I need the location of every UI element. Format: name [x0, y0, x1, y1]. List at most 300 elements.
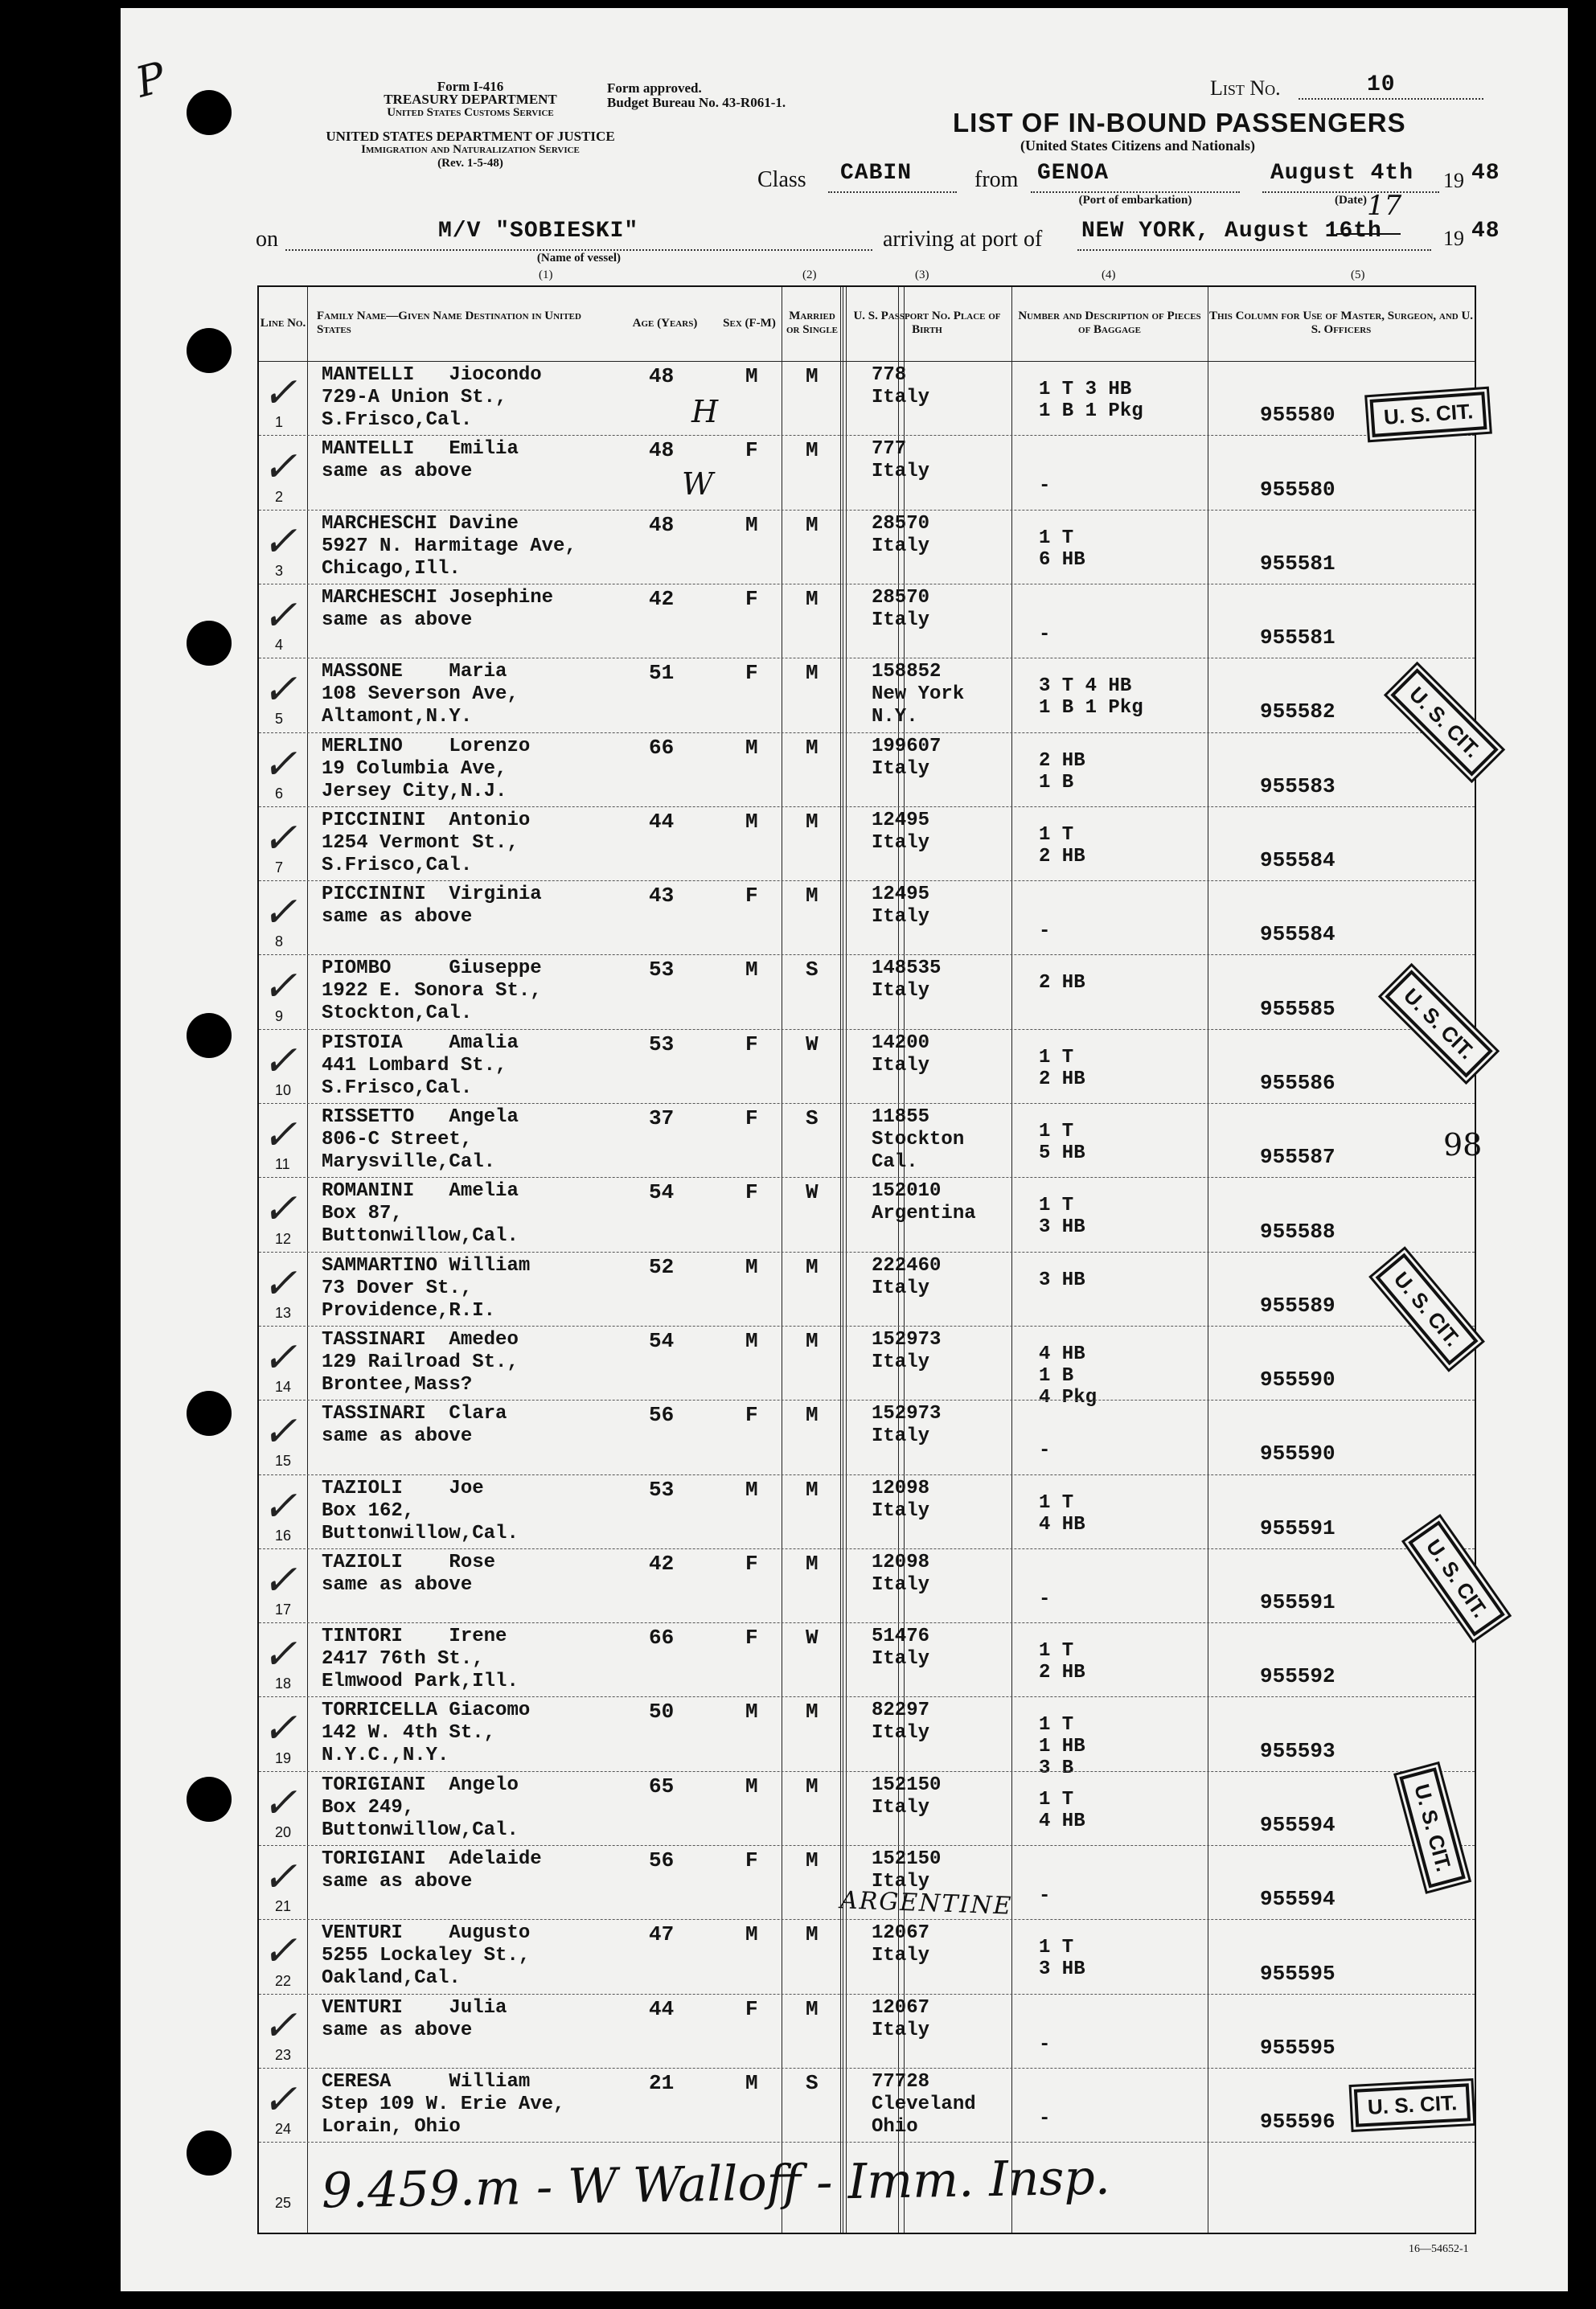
line-number: 14	[275, 1379, 292, 1396]
col-num-5: (5)	[1351, 269, 1365, 281]
sex: M	[745, 364, 758, 388]
sex: F	[745, 586, 758, 611]
baggage: -	[1039, 1440, 1051, 1462]
customs-service: United States Customs Service	[387, 106, 554, 119]
line-number: 5	[275, 711, 284, 728]
baggage: -	[1039, 921, 1051, 943]
officer-number: 955582	[1260, 699, 1335, 724]
table-row	[259, 880, 1475, 954]
line-number: 10	[275, 1081, 292, 1098]
sex: F	[745, 1848, 758, 1872]
treasury-dept: TREASURY DEPARTMENT	[384, 92, 557, 107]
marital-status: M	[806, 1922, 819, 1947]
passport-birthplace: 12067 Italy	[872, 1922, 930, 1967]
check-mark: ✓	[262, 2001, 297, 2050]
table-row	[259, 1771, 1475, 1845]
table-row	[259, 1919, 1475, 1993]
baggage: 1 T 2 HB	[1039, 1640, 1085, 1684]
line-number: 15	[275, 1453, 292, 1470]
check-mark: ✓	[262, 369, 297, 417]
age: 48	[649, 512, 675, 537]
check-mark: ✓	[262, 2075, 297, 2124]
passenger-table	[257, 285, 1476, 2234]
table-row	[259, 2068, 1475, 2142]
marital-status: M	[806, 364, 819, 388]
sex: M	[745, 735, 758, 760]
age: 53	[649, 1477, 675, 1502]
sex: F	[745, 884, 758, 908]
age: 65	[649, 1774, 675, 1798]
col-married: Married or Single	[786, 310, 839, 336]
officer-number: 955590	[1260, 1368, 1335, 1392]
line-number: 7	[275, 859, 284, 876]
passenger-name-address: RISSETTO Angela 806-C Street, Marysville,Cal.	[322, 1106, 519, 1173]
arrival-port: NEW YORK, August 16th	[1081, 219, 1382, 244]
passport-birthplace: 199607 Italy	[872, 735, 942, 780]
passenger-name-address: TASSINARI Amedeo 129 Railroad St., Brontee,Mass?	[322, 1328, 519, 1396]
binder-hole	[187, 1013, 232, 1058]
check-mark: ✓	[262, 1630, 297, 1679]
justice-dept: UNITED STATES DEPARTMENT OF JUSTICE	[326, 129, 615, 144]
table-row	[259, 1252, 1475, 1326]
passport-birthplace: 77728 Cleveland Ohio	[872, 2070, 976, 2138]
baggage: 1 T 3 HB 1 B 1 Pkg	[1039, 379, 1143, 422]
sex: M	[745, 1922, 758, 1947]
col-age: Age (Years)	[632, 316, 698, 330]
passport-birthplace: 152973 Italy	[872, 1328, 942, 1373]
officer-number: 955587	[1260, 1145, 1335, 1170]
marital-status: W	[806, 1031, 819, 1056]
sex: M	[745, 1477, 758, 1502]
col-passport: U. S. Passport No. Place of Birth	[853, 310, 1001, 336]
table-row	[259, 732, 1475, 806]
table-row	[259, 806, 1475, 880]
year-prefix: 19	[1443, 169, 1464, 192]
us-citizen-stamp: U. S. CIT.	[1354, 2083, 1471, 2126]
budget-bureau: Budget Bureau No. 43-R061-1.	[607, 95, 786, 110]
passenger-name-address: ROMANINI Amelia Box 87, Buttonwillow,Cal.	[322, 1180, 519, 1248]
inspector-signature: 9.459.m - W Walloff - Imm. Insp.	[321, 2149, 1111, 2220]
handwritten-h: H	[691, 394, 719, 429]
line-number: 3	[275, 562, 284, 579]
marital-status: W	[806, 1180, 819, 1205]
passenger-name-address: PICCININI Virginia same as above	[322, 884, 542, 929]
marital-status: M	[806, 809, 819, 834]
passenger-name-address: TASSINARI Clara same as above	[322, 1403, 507, 1448]
officer-number: 955591	[1260, 1515, 1335, 1540]
age: 51	[649, 661, 675, 686]
port-caption: (Port of embarkation)	[1078, 194, 1192, 207]
baggage: 3 HB	[1039, 1269, 1085, 1291]
form-subtitle: (United States Citizens and Nationals)	[1020, 137, 1255, 154]
officer-number: 955594	[1260, 1887, 1335, 1912]
age: 44	[649, 1996, 675, 2021]
class-value: CABIN	[840, 161, 913, 186]
officer-number: 955596	[1260, 2110, 1335, 2135]
line-number: 16	[275, 1527, 292, 1544]
marital-status: M	[806, 1774, 819, 1798]
passenger-name-address: MARCHESCHI Davine 5927 N. Harmitage Ave, Chicago,Ill.	[322, 512, 576, 580]
line-number: 18	[275, 1675, 292, 1692]
check-mark: ✓	[262, 1259, 297, 1308]
check-mark: ✓	[262, 1036, 297, 1085]
passport-birthplace: 12495 Italy	[872, 884, 930, 929]
form-number: Form I-416	[437, 79, 504, 94]
departure-year: 48	[1471, 161, 1500, 186]
baggage: -	[1039, 623, 1051, 646]
marital-status: M	[806, 586, 819, 611]
passport-birthplace: 51476 Italy	[872, 1626, 930, 1671]
us-citizen-stamp: U. S. CIT.	[1399, 1767, 1465, 1889]
check-mark: ✓	[262, 888, 297, 937]
check-mark: ✓	[262, 814, 297, 863]
table-row	[259, 1474, 1475, 1548]
from-value: GENOA	[1037, 161, 1110, 186]
sex: M	[745, 958, 758, 982]
sex: M	[745, 809, 758, 834]
sex: M	[745, 2070, 758, 2095]
officer-number: 955592	[1260, 1664, 1335, 1689]
officer-number: 955594	[1260, 1812, 1335, 1837]
ins-service: Immigration and Naturalization Service	[361, 143, 580, 156]
passport-birthplace: 12067 Italy	[872, 1996, 930, 2041]
col-num-3: (3)	[915, 269, 929, 281]
marital-status: M	[806, 438, 819, 463]
passenger-name-address: TAZIOLI Joe Box 162, Buttonwillow,Cal.	[322, 1477, 519, 1544]
check-mark: ✓	[262, 517, 297, 566]
age: 48	[649, 364, 675, 388]
handwritten-98: 98	[1443, 1127, 1483, 1163]
age: 43	[649, 884, 675, 908]
officer-number: 955593	[1260, 1738, 1335, 1763]
baggage: 1 T 3 HB	[1039, 1195, 1085, 1239]
sex: M	[745, 1774, 758, 1798]
col-line-no: Line No.	[260, 316, 306, 330]
passport-birthplace: 152150 Italy	[872, 1774, 942, 1819]
marital-status: M	[806, 1848, 819, 1872]
date-caption: (Date)	[1335, 194, 1367, 207]
form-code: 16—54652-1	[1409, 2243, 1469, 2255]
binder-hole	[187, 90, 232, 135]
check-mark: ✓	[262, 591, 297, 640]
marital-status: M	[806, 1254, 819, 1279]
baggage: -	[1039, 475, 1051, 498]
officer-number: 955580	[1260, 403, 1335, 428]
age: 47	[649, 1922, 675, 1947]
line-number: 20	[275, 1823, 292, 1840]
check-mark: ✓	[262, 1408, 297, 1457]
check-mark: ✓	[262, 1185, 297, 1234]
passport-birthplace: 11855 Stockton Cal.	[872, 1106, 965, 1173]
handwritten-argentine: ARGENTINE	[839, 1886, 1013, 1921]
table-row	[259, 1326, 1475, 1409]
table-row	[259, 1103, 1475, 1177]
baggage: 2 HB 1 B	[1039, 749, 1085, 794]
officer-number: 955590	[1260, 1442, 1335, 1466]
table-row	[259, 584, 1475, 658]
handwritten-w: W	[682, 466, 714, 502]
age: 50	[649, 1700, 675, 1725]
binder-hole	[187, 328, 232, 373]
line-number: 1	[275, 414, 284, 431]
line-number: 9	[275, 1007, 284, 1024]
passenger-name-address: VENTURI Augusto 5255 Lockaley St., Oakland,Cal.	[322, 1922, 531, 1990]
us-citizen-stamp: U. S. CIT.	[1370, 392, 1487, 437]
table-row	[259, 361, 1475, 435]
officer-number: 955588	[1260, 1219, 1335, 1244]
marital-status: M	[806, 735, 819, 760]
marital-status: M	[806, 1700, 819, 1725]
line-number: 11	[275, 1156, 290, 1173]
line-number: 21	[275, 1898, 292, 1915]
col-num-4: (4)	[1102, 269, 1116, 281]
baggage: -	[1039, 2107, 1051, 2130]
officer-number: 955585	[1260, 996, 1335, 1021]
passport-birthplace: 158852 New York N.Y.	[872, 661, 965, 728]
age: 48	[649, 438, 675, 463]
officer-number: 955584	[1260, 922, 1335, 947]
passport-birthplace: 82297 Italy	[872, 1700, 930, 1745]
passenger-name-address: CERESA William Step 109 W. Erie Ave, Lorain, Ohio	[322, 2070, 565, 2138]
table-row	[259, 1029, 1475, 1103]
passport-birthplace: 14200 Italy	[872, 1031, 930, 1077]
line-number: 6	[275, 785, 284, 802]
officer-number: 955595	[1260, 2035, 1335, 2060]
age: 54	[649, 1328, 675, 1353]
passenger-name-address: TAZIOLI Rose same as above	[322, 1551, 496, 1596]
marital-status: W	[806, 1626, 819, 1651]
marital-status: M	[806, 1996, 819, 2021]
line-number: 17	[275, 1602, 292, 1618]
col-num-1: (1)	[539, 269, 553, 281]
officer-number: 955581	[1260, 625, 1335, 650]
check-mark: ✓	[262, 666, 297, 715]
passport-birthplace: 148535 Italy	[872, 958, 942, 1003]
table-row	[259, 658, 1475, 732]
arrival-date-correction: 17	[1367, 190, 1402, 222]
check-mark: ✓	[262, 740, 297, 789]
check-mark: ✓	[262, 962, 297, 1011]
baggage: 1 T 6 HB	[1039, 527, 1085, 571]
officer-number: 955580	[1260, 477, 1335, 502]
check-mark: ✓	[262, 1778, 297, 1827]
sex: F	[745, 1106, 758, 1130]
table-row	[259, 954, 1475, 1028]
passenger-name-address: MANTELLI Emilia same as above	[322, 438, 519, 483]
age: 21	[649, 2070, 675, 2095]
sex: F	[745, 661, 758, 686]
sex: F	[745, 438, 758, 463]
form-approved: Form approved.	[607, 80, 702, 96]
passenger-name-address: TORRICELLA Giacomo 142 W. 4th St., N.Y.C.,N.Y.	[322, 1700, 531, 1767]
baggage: -	[1039, 2033, 1051, 2056]
age: 53	[649, 1031, 675, 1056]
binder-hole	[187, 1391, 232, 1436]
baggage: 1 T 2 HB	[1039, 1046, 1085, 1090]
passenger-name-address: PIOMBO Giuseppe 1922 E. Sonora St., Stockton,Cal.	[322, 958, 542, 1025]
table-row	[259, 1622, 1475, 1696]
passport-birthplace: 152010 Argentina	[872, 1180, 976, 1225]
marital-status: S	[806, 2070, 819, 2095]
year-prefix-2: 19	[1443, 227, 1464, 250]
marital-status: M	[806, 1477, 819, 1502]
age: 56	[649, 1848, 675, 1872]
from-label: from	[974, 167, 1019, 192]
baggage: 4 HB 1 B 4 Pkg	[1039, 1343, 1098, 1409]
baggage: 1 T 3 HB	[1039, 1937, 1085, 1981]
officer-number: 955595	[1260, 1961, 1335, 1986]
corner-mark: P	[130, 53, 171, 108]
col-officers: This Column for Use of Master, Surgeon, and U. S. Officers	[1208, 310, 1474, 336]
table-row	[259, 1177, 1475, 1251]
on-label: on	[256, 227, 278, 252]
baggage: 1 T 4 HB	[1039, 1491, 1085, 1536]
passenger-name-address: MERLINO Lorenzo 19 Columbia Ave, Jersey City,N.J.	[322, 735, 531, 802]
line-number: 19	[275, 1749, 292, 1766]
age: 66	[649, 735, 675, 760]
col-baggage: Number and Description of Pieces of Baggage	[1018, 310, 1201, 336]
baggage: 1 T 5 HB	[1039, 1121, 1085, 1164]
binder-hole	[187, 1777, 232, 1822]
vessel-caption: (Name of vessel)	[536, 252, 622, 265]
age: 66	[649, 1626, 675, 1651]
age: 42	[649, 586, 675, 611]
passenger-name-address: PICCININI Antonio 1254 Vermont St., S.Frisco,Cal.	[322, 809, 531, 876]
passport-birthplace: 28570 Italy	[872, 586, 930, 631]
line-number: 25	[275, 2195, 292, 2212]
passenger-name-address: SAMMARTINO William 73 Dover St., Providence,R.I.	[322, 1254, 531, 1322]
check-mark: ✓	[262, 1704, 297, 1753]
table-row	[259, 1400, 1475, 1474]
marital-status: S	[806, 958, 819, 982]
col-num-2: (2)	[802, 269, 817, 281]
marital-status: M	[806, 884, 819, 908]
age: 52	[649, 1254, 675, 1279]
passenger-name-address: TINTORI Irene 2417 76th St., Elmwood Park,Ill.	[322, 1626, 519, 1693]
marital-status: M	[806, 661, 819, 686]
passenger-name-address: VENTURI Julia same as above	[322, 1996, 507, 2041]
baggage: 2 HB	[1039, 972, 1085, 995]
arriving-label: arriving at port of	[883, 227, 1043, 252]
sex: F	[745, 1031, 758, 1056]
passenger-name-address: MANTELLI Jiocondo 729-A Union St., S.Frisco,Cal.	[322, 364, 542, 431]
marital-status: M	[806, 1403, 819, 1428]
passenger-name-address: TORIGIANI Angelo Box 249, Buttonwillow,Cal.	[322, 1774, 519, 1841]
passenger-name-address: MARCHESCHI Josephine same as above	[322, 586, 554, 631]
marital-status: M	[806, 1551, 819, 1576]
us-citizen-stamp: U. S. CIT.	[1385, 970, 1493, 1078]
table-row	[259, 1696, 1475, 1780]
baggage: 1 T 2 HB	[1039, 823, 1085, 867]
passport-birthplace: 778 Italy	[872, 364, 930, 408]
table-row	[259, 1994, 1475, 2068]
sex: M	[745, 1328, 758, 1353]
sex: F	[745, 1626, 758, 1651]
table-row	[259, 435, 1475, 509]
age: 53	[649, 958, 675, 982]
form-title: LIST OF IN-BOUND PASSENGERS	[953, 108, 1406, 137]
sex: F	[745, 1551, 758, 1576]
passport-birthplace: 12098 Italy	[872, 1477, 930, 1522]
check-mark: ✓	[262, 1111, 297, 1159]
baggage: -	[1039, 1588, 1051, 1610]
baggage: 1 T 1 HB 3 B	[1039, 1714, 1085, 1780]
departure-date: August 4th	[1270, 161, 1414, 186]
passport-birthplace: 152150 Italy	[872, 1848, 942, 1893]
line-number: 8	[275, 933, 284, 950]
sex: M	[745, 1700, 758, 1725]
line-number: 23	[275, 2046, 292, 2063]
check-mark: ✓	[262, 443, 297, 492]
passenger-name-address: PISTOIA Amalia 441 Lombard St., S.Frisco,Cal.	[322, 1031, 519, 1099]
sex: M	[745, 1254, 758, 1279]
vessel-name: M/V "SOBIESKI"	[438, 219, 639, 244]
passport-birthplace: 12495 Italy	[872, 809, 930, 854]
marital-status: S	[806, 1106, 819, 1130]
table-row	[259, 1548, 1475, 1622]
check-mark: ✓	[262, 1333, 297, 1382]
table-row	[259, 510, 1475, 584]
age: 37	[649, 1106, 675, 1130]
age: 42	[649, 1551, 675, 1576]
binder-hole	[187, 621, 232, 666]
age: 54	[649, 1180, 675, 1205]
line-number: 24	[275, 2121, 292, 2138]
baggage: 1 T 4 HB	[1039, 1788, 1085, 1832]
officer-number: 955591	[1260, 1590, 1335, 1615]
col-name: Family Name—Given Name Destination in United States	[317, 310, 581, 336]
marital-status: M	[806, 512, 819, 537]
baggage: 3 T 4 HB 1 B 1 Pkg	[1039, 675, 1143, 720]
us-citizen-stamp: U. S. CIT.	[1376, 1253, 1479, 1366]
us-citizen-stamp: U. S. CIT.	[1408, 1520, 1505, 1636]
officer-number: 955584	[1260, 848, 1335, 873]
list-number: 10	[1367, 72, 1396, 97]
officer-number: 955586	[1260, 1070, 1335, 1095]
sex: M	[745, 512, 758, 537]
check-mark: ✓	[262, 1556, 297, 1605]
line-number: 2	[275, 488, 284, 505]
passport-birthplace: 12098 Italy	[872, 1551, 930, 1596]
officer-number: 955581	[1260, 551, 1335, 576]
age: 44	[649, 809, 675, 834]
passport-birthplace: 152973 Italy	[872, 1403, 942, 1448]
passenger-name-address: TORIGIANI Adelaide same as above	[322, 1848, 542, 1893]
officer-number: 955583	[1260, 773, 1335, 798]
col-sex: Sex (F-M)	[723, 316, 776, 330]
line-number: 12	[275, 1230, 292, 1247]
line-number: 4	[275, 637, 284, 654]
sex: F	[745, 1403, 758, 1428]
sex: F	[745, 1996, 758, 2021]
revision: (Rev. 1-5-48)	[437, 157, 503, 170]
passport-birthplace: 28570 Italy	[872, 512, 930, 557]
passenger-name-address: MASSONE Maria 108 Severson Ave, Altamont,N.Y.	[322, 661, 519, 728]
marital-status: M	[806, 1328, 819, 1353]
arrival-year: 48	[1471, 219, 1500, 244]
list-label: List No.	[1210, 76, 1281, 100]
line-number: 22	[275, 1972, 292, 1989]
sex: F	[745, 1180, 758, 1205]
class-label: Class	[757, 167, 806, 192]
officer-number: 955589	[1260, 1293, 1335, 1318]
passport-birthplace: 222460 Italy	[872, 1254, 942, 1299]
passport-birthplace: 777 Italy	[872, 438, 930, 483]
check-mark: ✓	[262, 1853, 297, 1901]
check-mark: ✓	[262, 1927, 297, 1976]
binder-hole	[187, 2131, 232, 2176]
line-number: 13	[275, 1304, 292, 1321]
